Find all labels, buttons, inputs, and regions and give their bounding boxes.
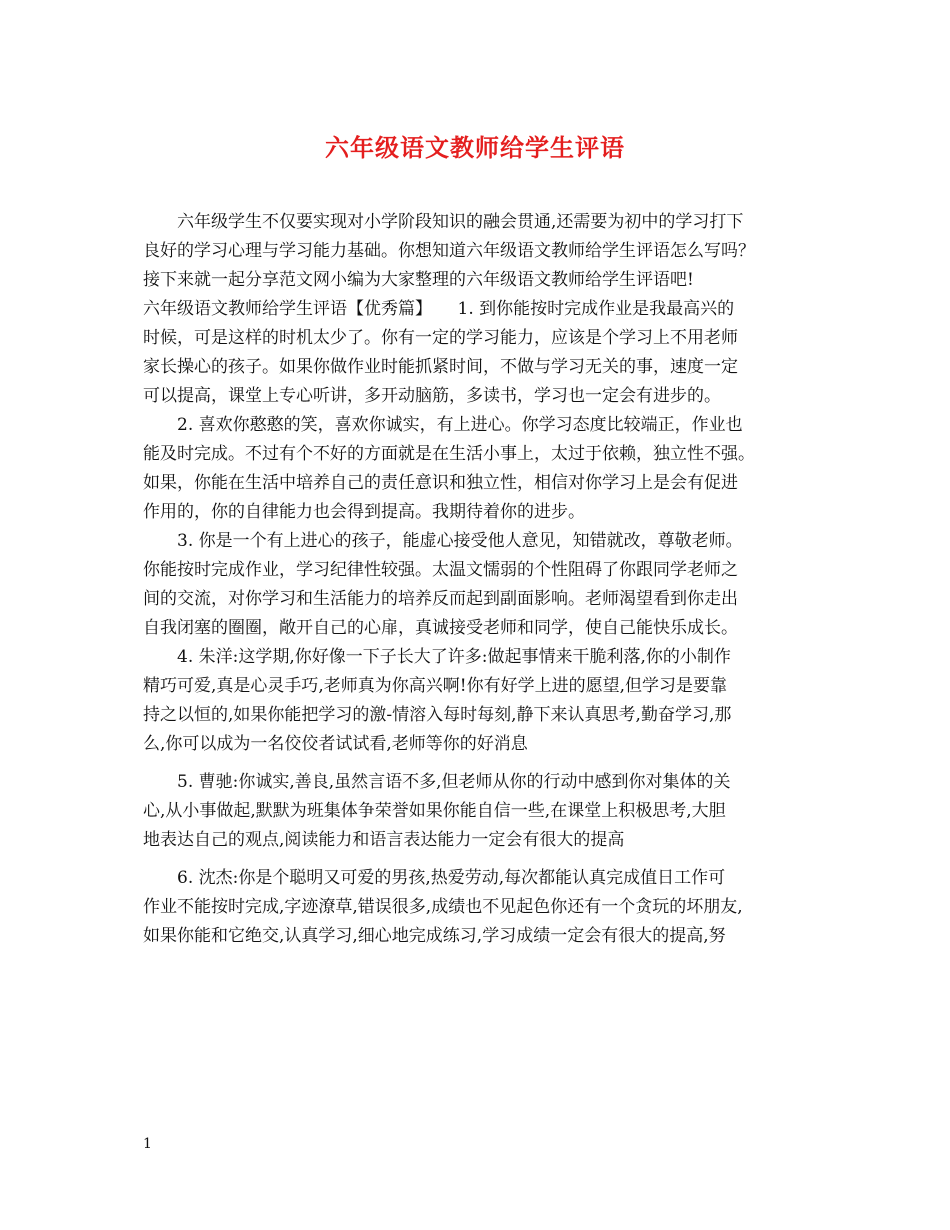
- paragraph-line: 如果你能和它绝交,认真学习,细心地完成练习,学习成绩一定会有很大的提高,努: [143, 926, 726, 946]
- paragraph-line: 时候，可是这样的时机太少了。你有一定的学习能力，应该是个学习上不用老师: [143, 328, 738, 348]
- paragraph-line: 精巧可爱,真是心灵手巧,老师真为你高兴啊!你有好学上进的愿望,但学习是要靠: [143, 676, 728, 696]
- paragraph-line: 作用的，你的自律能力也会得到提高。我期待着你的进步。: [143, 502, 585, 522]
- paragraph-line: 自我闭塞的圈圈，敞开自己的心扉，真诚接受老师和同学，使自己能快乐成长。: [143, 618, 738, 638]
- paragraph-line: 地表达自己的观点,阅读能力和语言表达能力一定会有很大的提高: [143, 830, 625, 850]
- paragraph-line: 么,你可以成为一名佼佼者试试看,老师等你的好消息: [143, 734, 528, 754]
- paragraph-line: 你能按时完成作业，学习纪律性较强。太温文懦弱的个性阻碍了你跟同学老师之: [143, 560, 738, 580]
- paragraph-line: 6. 沈杰:你是个聪明又可爱的男孩,热爱劳动,每次都能认真完成值日工作可: [177, 868, 726, 888]
- paragraph-line: 3. 你是一个有上进心的孩子，能虚心接受他人意见，知错就改，尊敬老师。: [177, 531, 743, 551]
- paragraph-line: 间的交流，对你学习和生活能力的培养反而起到副面影响。老师渴望看到你走出: [143, 589, 738, 609]
- paragraph-line: 心,从小事做起,默默为班集体争荣誉如果你能自信一些,在课堂上积极思考,大胆: [143, 801, 726, 821]
- paragraph-line: 六年级语文教师给学生评语【优秀篇】 1. 到你能按时完成作业是我最高兴的: [143, 299, 735, 319]
- document-body: [143, 208, 827, 951]
- paragraph-line: 持之以恒的,如果你能把学习的激-情溶入每时每刻,静下来认真思考,勤奋学习,那: [143, 705, 732, 725]
- paragraph-line: 2. 喜欢你憨憨的笑，喜欢你诚实，有上进心。你学习态度比较端正，作业也: [177, 415, 743, 435]
- paragraph-line: 能及时完成。不过有个不好的方面就是在生活小事上，太过于依赖，独立性不强。: [143, 444, 755, 464]
- document-title: 六年级语文教师给学生评语: [325, 133, 625, 162]
- paragraph-line: 如果，你能在生活中培养自己的责任意识和独立性，相信对你学习上是会有促进: [143, 473, 738, 493]
- paragraph-line: 家长操心的孩子。如果你做作业时能抓紧时间，不做与学习无关的事，速度一定: [143, 357, 738, 377]
- paragraph-line: 4. 朱洋:这学期,你好像一下子长大了许多:做起事情来干脆利落,你的小制作: [177, 647, 731, 667]
- page-number: 1: [143, 1136, 152, 1152]
- paragraph-line: 可以提高，课堂上专心听讲，多开动脑筋，多读书，学习也一定会有进步的。: [143, 386, 721, 406]
- paragraph-line: 5. 曹驰:你诚实,善良,虽然言语不多,但老师从你的行动中感到你对集体的关: [177, 772, 731, 792]
- paragraph-line: 作业不能按时完成,字迹潦草,错误很多,成绩也不见起色你还有一个贪玩的坏朋友,: [143, 897, 743, 917]
- paragraph-line: 良好的学习心理与学习能力基础。你想知道六年级语文教师给学生评语怎么写吗？: [143, 241, 755, 261]
- paragraph-line: 接下来就一起分享范文网小编为大家整理的六年级语文教师给学生评语吧!: [143, 270, 694, 290]
- paragraph-line: 六年级学生不仅要实现对小学阶段知识的融会贯通,还需要为初中的学习打下: [177, 212, 744, 232]
